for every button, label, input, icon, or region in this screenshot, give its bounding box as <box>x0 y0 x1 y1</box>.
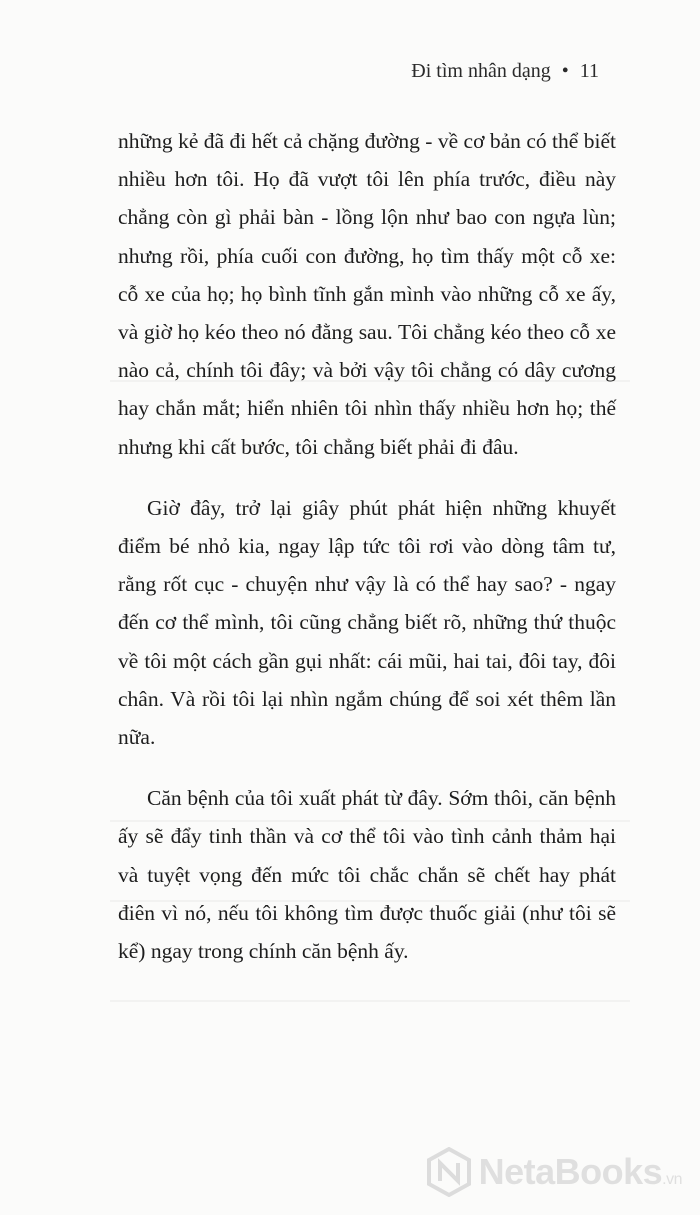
header-separator: • <box>561 60 569 82</box>
watermark-suffix: .vn <box>662 1171 682 1188</box>
paragraph: Căn bệnh của tôi xuất phát từ đây. Sớm thôi, căn bệnh ấy sẽ đẩy tinh thần và cơ thể tôi vào tình cảnh thảm hại và tuyệt vọng đến mức tôi chắc chắn sẽ chết hay phát điên vì nó, nếu tôi không tìm được thuốc giải (như tôi sẽ kể) ngay trong chính căn bệnh ấy. <box>118 786 616 964</box>
bleed-through-line <box>110 1000 630 1002</box>
body-text <box>118 122 616 993</box>
netabooks-logo-icon <box>427 1147 471 1197</box>
book-title: Đi tìm nhân dạng <box>411 60 551 82</box>
watermark-text <box>479 1151 682 1193</box>
watermark-brand: NetaBooks <box>478 1151 663 1192</box>
paragraph: những kẻ đã đi hết cả chặng đường - về cơ bản có thể biết nhiều hơn tôi. Họ đã vượt tôi lên phía trước, điều này chẳng còn gì phải bàn - lồng lộn như bao con ngựa lùn; nhưng rồi, phía cuối con đường, họ tìm thấy một cỗ xe: cỗ xe của họ; họ bình tĩnh gắn mình vào những cỗ xe ấy, và giờ họ kéo theo nó đằng sau. Tôi chẳng kéo theo cỗ xe nào cả, chính tôi đây; và bởi vậy tôi chẳng có dây cương hay chắn mắt; hiển nhiên tôi nhìn thấy nhiều hơn họ; thế nhưng khi cất bước, tôi chẳng biết phải đi đâu. <box>118 129 616 459</box>
running-header <box>411 60 599 83</box>
page-number: 11 <box>579 60 599 82</box>
paragraph: Giờ đây, trở lại giây phút phát hiện những khuyết điểm bé nhỏ kia, ngay lập tức tôi rơi vào dòng tâm tư, rằng rốt cục - chuyện như vậy là có thể hay sao? - ngay đến cơ thể mình, tôi cũng chẳng biết rõ, những thứ thuộc về tôi một cách gần gụi nhất: cái mũi, hai tai, đôi tay, đôi chân. Và rồi tôi lại nhìn ngắm chúng để soi xét thêm lần nữa. <box>118 495 616 750</box>
watermark <box>427 1147 682 1197</box>
